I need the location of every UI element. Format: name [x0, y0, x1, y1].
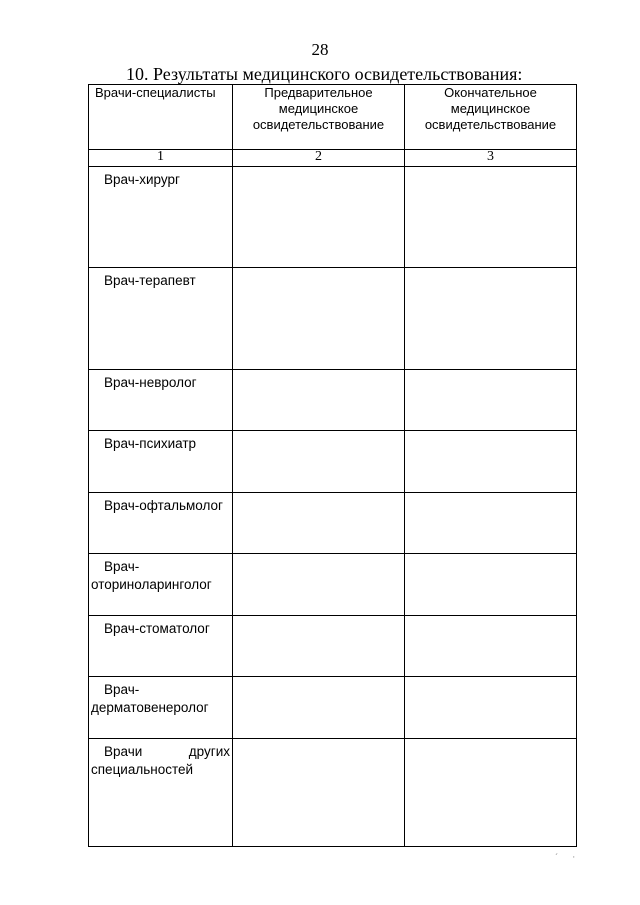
table-row	[89, 493, 577, 554]
final-cell[interactable]	[405, 167, 577, 268]
final-cell[interactable]	[405, 616, 577, 677]
specialist-cell	[89, 493, 233, 554]
specialist-cell	[89, 268, 233, 370]
margin-marks: ´ ·	[555, 852, 582, 862]
specialist-cell	[89, 431, 233, 493]
specialist-cell	[89, 167, 233, 268]
preliminary-cell[interactable]	[233, 431, 405, 493]
page-number: 28	[311, 40, 329, 59]
specialist-name: Врач-терапевт	[104, 273, 196, 288]
column-number-row	[89, 150, 577, 167]
column-number-3: 3	[405, 150, 577, 167]
preliminary-cell[interactable]	[233, 677, 405, 739]
table-row	[89, 268, 577, 370]
table-row	[89, 677, 577, 739]
section-title: 10. Результаты медицинского освидетельствования:	[126, 64, 523, 84]
table-row	[89, 616, 577, 677]
specialist-cell	[89, 554, 233, 616]
final-cell[interactable]	[405, 554, 577, 616]
specialist-name: Врачи других специальностей	[91, 744, 230, 777]
final-cell[interactable]	[405, 268, 577, 370]
header-final: Окончательное медицинское освидетельствование	[405, 85, 577, 150]
specialist-cell	[89, 677, 233, 739]
specialist-name: Врач-стоматолог	[104, 621, 210, 636]
final-cell[interactable]	[405, 370, 577, 431]
header-specialists: Врачи-специалисты	[89, 85, 233, 150]
results-table	[88, 84, 577, 847]
preliminary-cell[interactable]	[233, 554, 405, 616]
preliminary-cell[interactable]	[233, 493, 405, 554]
specialist-cell	[89, 616, 233, 677]
table-row	[89, 370, 577, 431]
specialist-cell	[89, 370, 233, 431]
final-cell[interactable]	[405, 677, 577, 739]
final-cell[interactable]	[405, 739, 577, 847]
header-row	[89, 85, 577, 150]
final-cell[interactable]	[405, 431, 577, 493]
table-row	[89, 167, 577, 268]
final-cell[interactable]	[405, 493, 577, 554]
column-number-2: 2	[233, 150, 405, 167]
specialist-name: Врач-психиатр	[104, 436, 197, 451]
specialist-name: Врач-хирург	[104, 172, 180, 187]
table-row	[89, 431, 577, 493]
specialist-name: Врач-невролог	[104, 375, 197, 390]
preliminary-cell[interactable]	[233, 167, 405, 268]
specialist-name: Врач-оториноларинголог	[91, 559, 212, 592]
preliminary-cell[interactable]	[233, 268, 405, 370]
header-preliminary: Предварительное медицинское освидетельствование	[233, 85, 405, 150]
specialist-name: Врач-дерматовенеролог	[91, 682, 209, 715]
specialist-name: Врач-офтальмолог	[104, 498, 223, 513]
specialist-cell	[89, 739, 233, 847]
preliminary-cell[interactable]	[233, 739, 405, 847]
table-row	[89, 554, 577, 616]
preliminary-cell[interactable]	[233, 370, 405, 431]
preliminary-cell[interactable]	[233, 616, 405, 677]
table-row	[89, 739, 577, 847]
column-number-1: 1	[89, 150, 233, 167]
